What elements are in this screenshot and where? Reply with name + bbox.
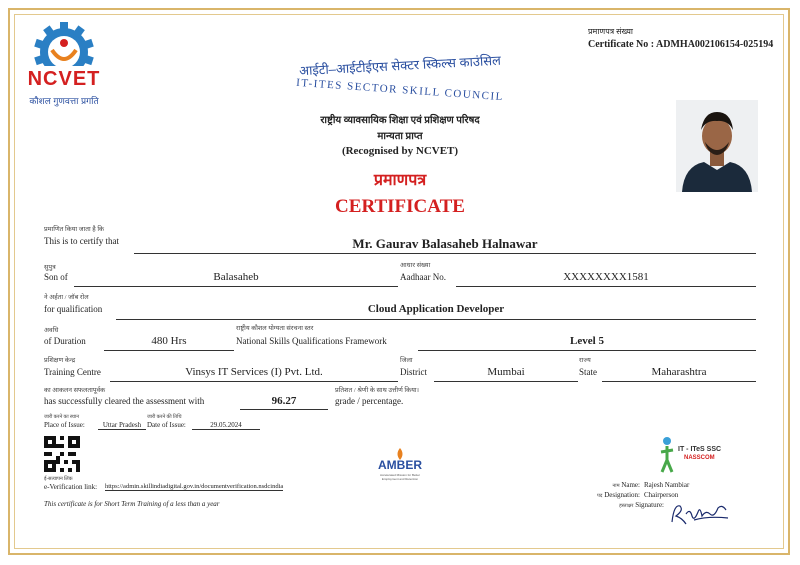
assessment-hindi2: प्रतिशत / श्रेणी के साथ उत्तीर्ण किया। xyxy=(335,387,420,394)
council-hindi-name: आईटी–आईटीईएस सेक्टर स्किल्स काउंसिल xyxy=(298,52,502,79)
signature-label: Signature: xyxy=(635,501,664,509)
duration-label: of Duration xyxy=(44,336,86,346)
cert-no xyxy=(588,39,773,50)
state-underline xyxy=(602,381,756,382)
training-centre-underline xyxy=(110,381,398,382)
state-label: State xyxy=(579,367,597,377)
certify-hindi: प्रमाणित किया जाता है कि xyxy=(44,226,105,233)
place-hindi: जारी करने का स्थान xyxy=(44,415,80,420)
duration-value: 480 Hrs xyxy=(151,335,187,347)
signatory-signature-label-row xyxy=(580,501,664,509)
qualification-underline xyxy=(116,319,756,320)
signatory-name-label-row xyxy=(580,481,640,489)
signatory-designation-label-row xyxy=(580,491,640,499)
date-hindi: जारी करने की तिथि xyxy=(147,415,182,420)
qualification-label: for qualification xyxy=(44,304,103,314)
ncvet-logo-text: NCVET xyxy=(27,68,101,90)
son-of-hindi: सुपुत्र xyxy=(44,264,56,271)
signature-image xyxy=(668,496,732,528)
council-line3: (Recognised by NCVET) xyxy=(341,145,459,157)
district-value: Mumbai xyxy=(487,366,525,378)
assessment-value: 96.27 xyxy=(271,395,297,407)
place-value: Uttar Pradesh xyxy=(98,421,146,430)
ssc-logo xyxy=(658,436,728,476)
nsqf-value: Level 5 xyxy=(570,335,604,347)
district-underline xyxy=(434,381,578,382)
amber-tagline: Accelerated Mission for Better Employment and Retention xyxy=(379,473,421,481)
amber-name: AMBER xyxy=(378,458,422,472)
signatory-designation: Chairperson xyxy=(644,491,679,499)
training-centre-hindi: प्रशिक्षण केन्द्र xyxy=(44,357,76,364)
signature-hindi: हस्ताक्षर xyxy=(619,504,634,509)
state-value: Maharashtra xyxy=(651,366,707,378)
duration-hindi: अवधि xyxy=(44,327,59,334)
qr-code-icon xyxy=(44,436,80,472)
name-hindi: नाम xyxy=(612,484,620,489)
verification-hindi: ई-सत्यापन लिंक xyxy=(44,477,73,482)
candidate-name: Mr. Gaurav Balasaheb Halnawar xyxy=(352,236,538,251)
signatory-name: Rajesh Nambiar xyxy=(644,481,690,489)
qualification-hindi: ने अर्हता / जॉब रोल xyxy=(44,294,89,301)
son-of-label: Son of xyxy=(44,272,68,282)
title-english: CERTIFICATE xyxy=(335,196,465,217)
nsqf-label: National Skills Qualifications Framework xyxy=(236,336,387,346)
training-centre-label: Training Centre xyxy=(44,367,101,377)
amber-logo xyxy=(370,448,430,488)
candidate-photo xyxy=(676,100,758,192)
cert-no-value: ADMHA002106154-025194 xyxy=(656,39,774,50)
district-label: District xyxy=(400,367,427,377)
duration-underline xyxy=(104,350,234,351)
place-label: Place of Issue: xyxy=(44,421,85,429)
date-label: Date of Issue: xyxy=(147,421,186,429)
designation-hindi: पद xyxy=(596,494,603,499)
council-line2: मान्यता प्राप्त xyxy=(377,131,423,142)
district-hindi: जिला xyxy=(400,357,413,364)
ssc-sub: NASSCOM xyxy=(684,455,715,461)
aadhaar-hindi: आधार संख्या xyxy=(400,262,431,269)
ncvet-tagline: कौशल गुणवत्ता प्रगति xyxy=(29,96,99,106)
ssc-figure-icon xyxy=(658,436,676,474)
nsqf-hindi: राष्ट्रीय कौशल योग्यता संरचना स्तर xyxy=(236,325,314,332)
footnote: This certificate is for Short Term Training of a less than a year xyxy=(44,500,220,508)
date-value: 29.05.2024 xyxy=(192,421,260,430)
aadhaar-value: XXXXXXXX1581 xyxy=(563,271,649,283)
candidate-photo-image xyxy=(676,100,758,192)
name-label: Name: xyxy=(621,481,640,489)
name-underline xyxy=(134,253,756,254)
cert-no-hindi-label: प्रमाणपत्र संख्या xyxy=(588,27,633,36)
qualification-value: Cloud Application Developer xyxy=(367,303,505,315)
assessment-hindi: का आकलन सफलतापूर्वक xyxy=(44,387,106,394)
ssc-name: IT - ITeS SSC xyxy=(678,446,722,453)
assessment-label: has successfully cleared the assessment with xyxy=(44,396,205,406)
verification-label: e-Verification link: xyxy=(44,483,98,491)
son-of-value: Balasaheb xyxy=(213,271,259,283)
nsqf-underline xyxy=(418,350,756,351)
certify-label: This is to certify that xyxy=(44,236,119,246)
ncvet-logo xyxy=(22,22,106,112)
aadhaar-underline xyxy=(456,286,756,287)
state-hindi: राज्य xyxy=(579,357,591,364)
verification-link[interactable]: https://admin.skillindiadigital.gov.in/documentverification.nsdcindia xyxy=(105,483,284,490)
cert-no-label: Certificate No : xyxy=(588,39,655,50)
title-hindi: प्रमाणपत्र xyxy=(373,172,427,189)
son-of-underline xyxy=(74,286,398,287)
aadhaar-label: Aadhaar No. xyxy=(400,272,446,282)
council-line1: राष्ट्रीय व्यावसायिक शिक्षा एवं प्रशिक्षण परिषद xyxy=(320,115,480,126)
designation-label: Designation: xyxy=(604,491,640,499)
training-centre-value: Vinsys IT Services (I) Pvt. Ltd. xyxy=(185,366,323,378)
assessment-label2: grade / percentage. xyxy=(335,396,404,406)
council-english-name: IT-ITES SECTOR SKILL COUNCIL xyxy=(295,76,505,104)
assessment-underline xyxy=(240,409,328,410)
